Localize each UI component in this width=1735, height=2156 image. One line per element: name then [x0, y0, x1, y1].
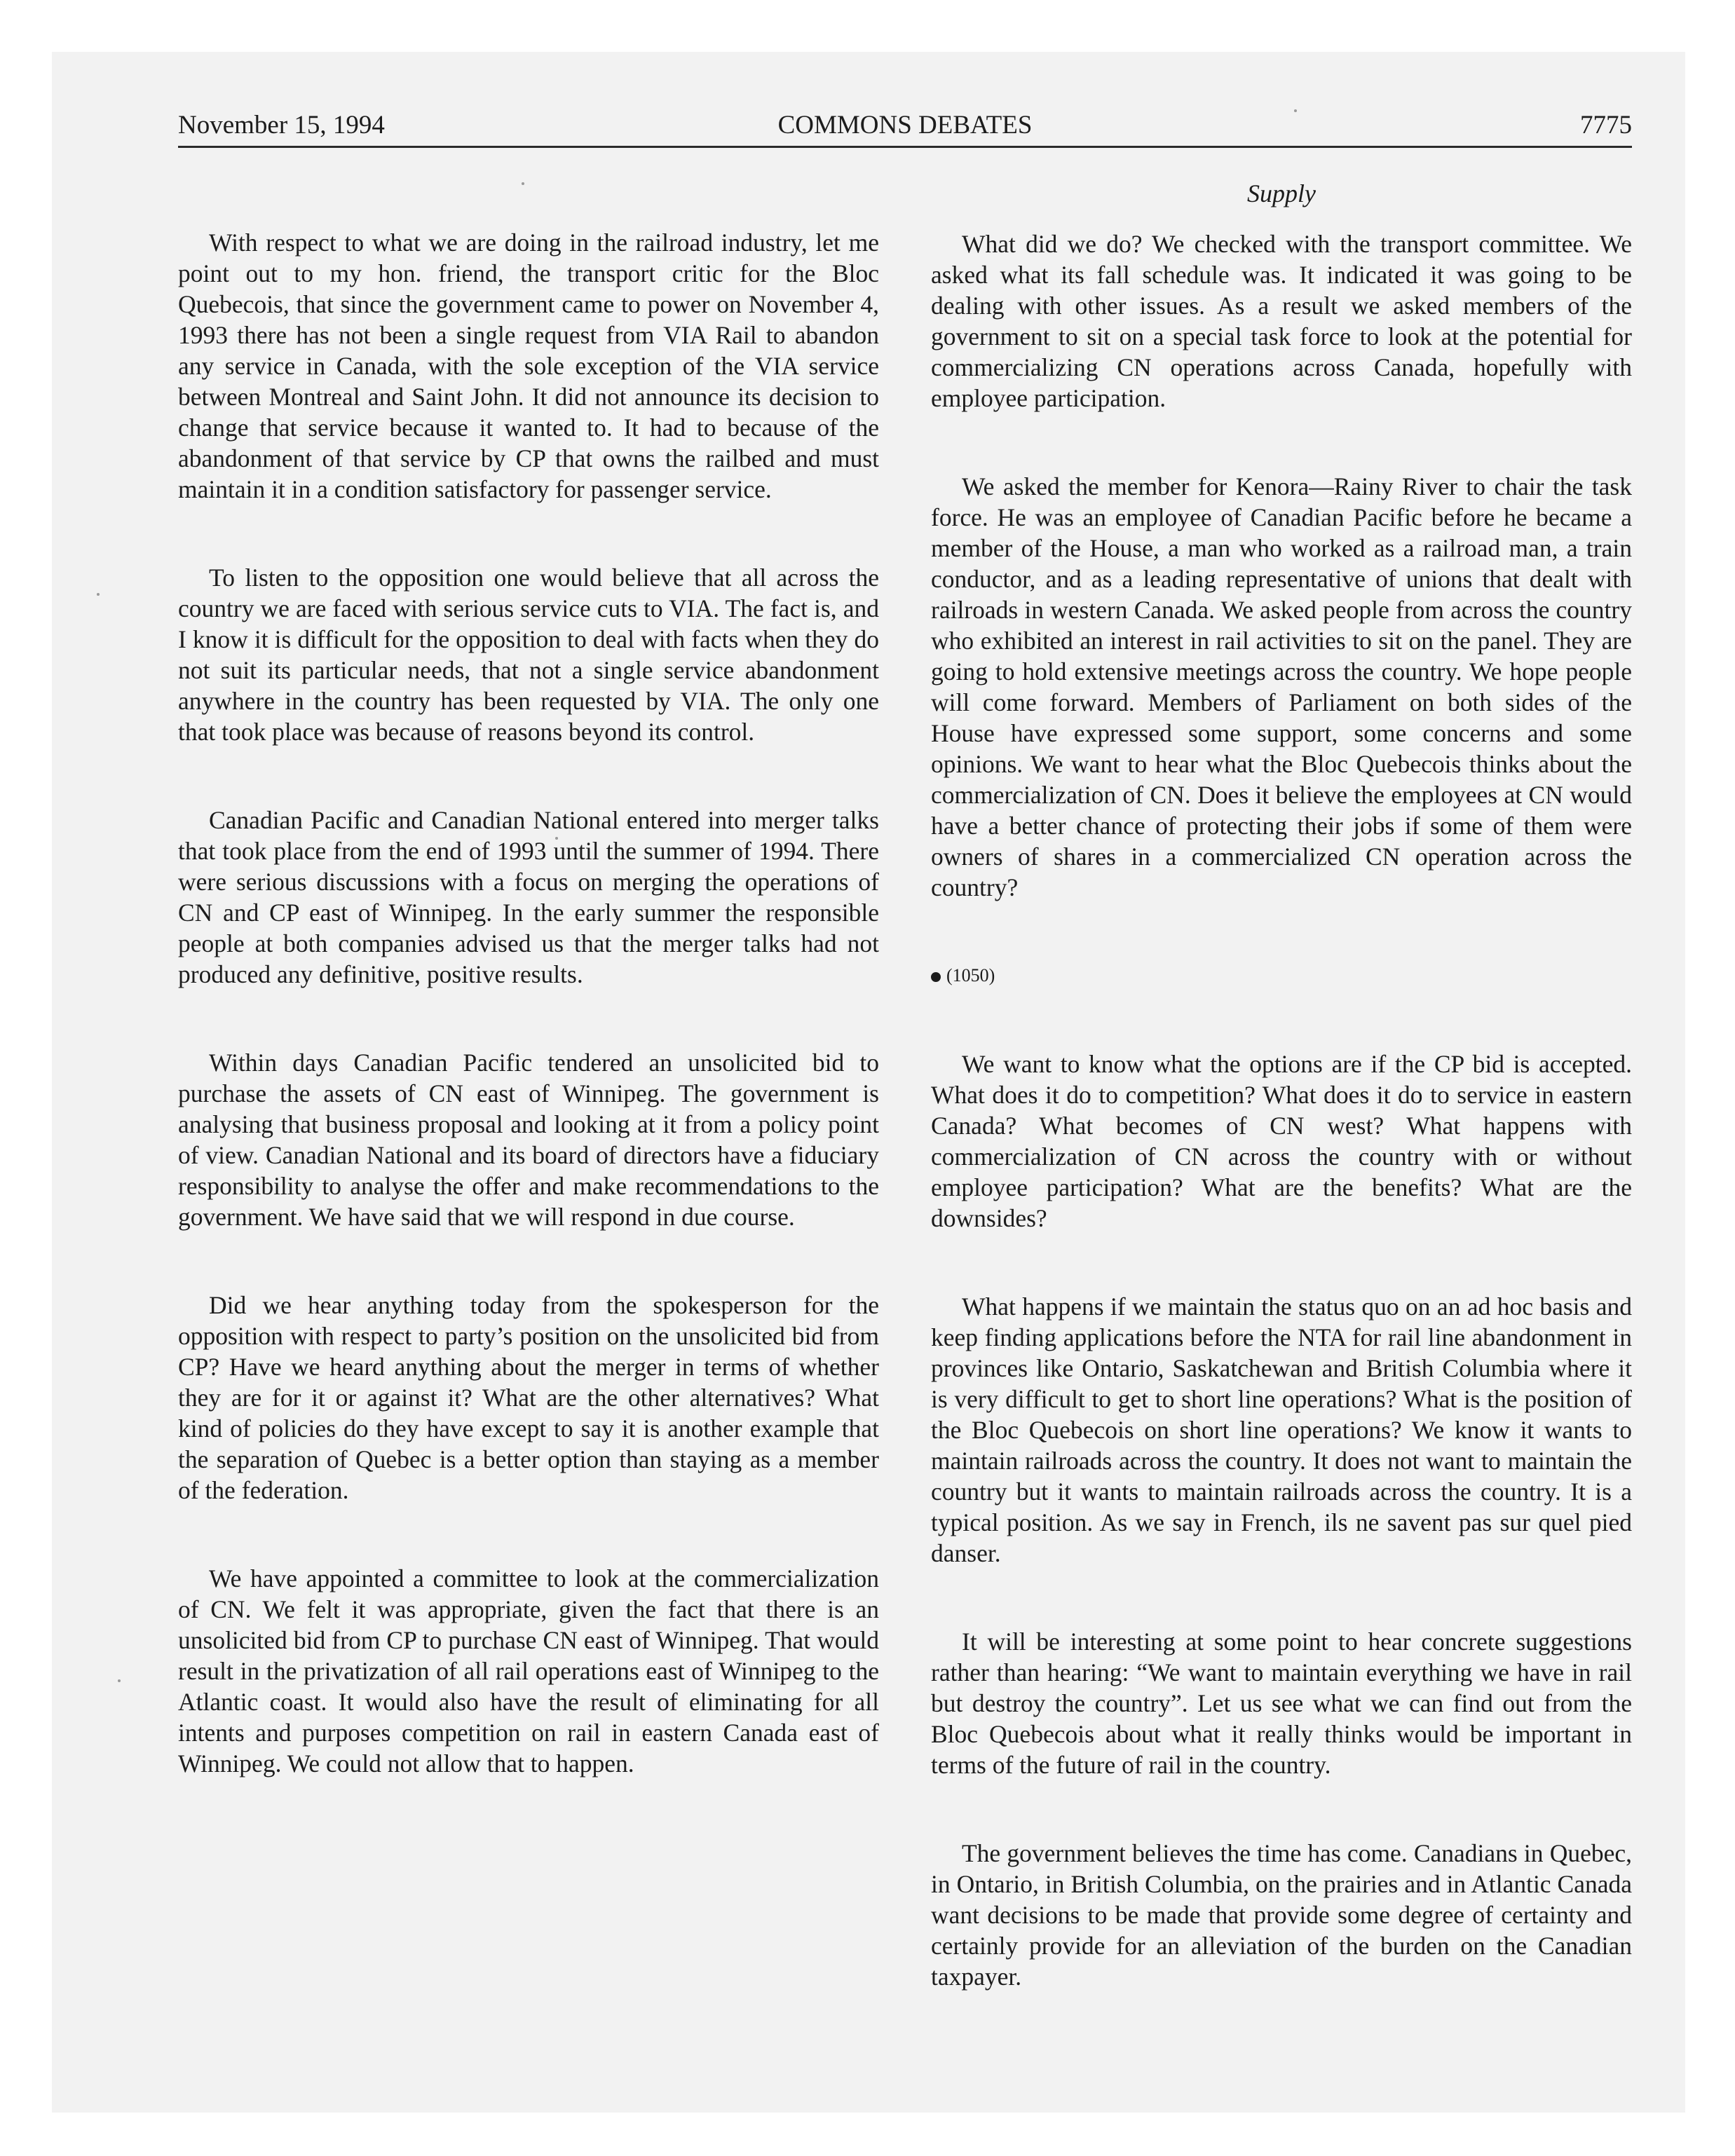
- header-title: COMMONS DEBATES: [777, 111, 1033, 139]
- bullet-icon: [931, 972, 941, 982]
- paragraph: Canadian Pacific and Canadian National entered into merger talks that took place from the end of 1993 until the summer of 1994. There were serious discussions with a focus on merging the operations of CN and CP east of Winnipeg. In the early summer the responsible people at both companies advised us that the merger talks had not produced any definitive, positive results.: [178, 806, 879, 988]
- paragraph: Did we hear anything today from the spokesperson for the opposition with respect to party’s position on the unsolicited bid from CP? Have we heard anything about the merger in terms of whether they are for it or against it? What are the other alternatives? What kind of policies do they have except to say it is another example that the separation of Quebec is a better option than staying as a member of the federation.: [178, 1291, 879, 1504]
- paragraph: We have appointed a committee to look at the commercialization of CN. We felt it was appropriate, given the fact that there is an unsolicited bid from CP to purchase CN east of Winnipeg. That would result in the privatization of all rail operations east of Winnipeg to the Atlantic coast. It would also have the result of eliminating for all intents and purposes competition on rail in eastern Canada east of Winnipeg. We could not allow that to happen.: [178, 1564, 879, 1778]
- paragraph: To listen to the opposition one would believe that all across the country we are faced with serious service cuts to VIA. The fact is, and I know it is difficult for the opposition to deal with facts when they do not suit its particular needs, that not a single service abandonment anywhere in the country has been requested by VIA. The only one that took place was because of reasons beyond its control.: [178, 564, 879, 746]
- left-column: [178, 227, 879, 1836]
- scan-speck: [522, 182, 524, 185]
- document-page: [178, 105, 1632, 1991]
- paragraph: The government believes the time has come. Canadians in Quebec, in Ontario, in British Columbia, on the prairies and in Atlantic Canada want decisions to be made that provide some degree of certainty and certainly provide for an alleviation of the burden on the Canadian taxpayer.: [931, 1839, 1632, 1991]
- header-rule: [178, 146, 1632, 148]
- running-header: [178, 105, 1632, 146]
- paragraph: Within days Canadian Pacific tendered an unsolicited bid to purchase the assets of CN east of Winnipeg. The government is analysing that business proposal and looking at it from a policy point of view. Canadian National and its board of directors have a fiduciary responsibility to analyse the offer and make recommendations to the government. We have said that we will respond in due course.: [178, 1049, 879, 1231]
- header-page-number: 7775: [1580, 111, 1632, 139]
- paragraph: What happens if we maintain the status quo on an ad hoc basis and keep finding applications before the NTA for rail line abandonment in provinces like Ontario, Saskatchewan and British Columbia where it is very difficult to get to short line operations? What is the position of the Bloc Quebecois on short line operations? We know it wants to maintain railroads across the country. It does not want to maintain the country but it wants to maintain railroads across the country. It is a typical position. As we say in French, ils ne savent pas sur quel pied danser.: [931, 1292, 1632, 1567]
- paragraph: We asked the member for Kenora—Rainy River to chair the task force. He was an employee of Canadian Pacific before he became a member of the House, a man who worked as a railroad man, a train conductor, and as a leading representative of unions that dealt with railroads in western Canada. We asked people from across the country who exhibited an interest in rail activities to sit on the panel. They are going to hold extensive meetings across the country. We hope people will come forward. Members of Parliament on both sides of the House have expressed some support, some concerns and some opinions. We want to hear what the Bloc Quebecois thinks about the commercialization of CN. Does it believe the employees at CN would have a better chance of protecting their jobs if some of them were owners of shares in a commercialized CN operation across the country?: [931, 472, 1632, 901]
- right-column: [931, 178, 1632, 2049]
- time-stamp-mark: [931, 960, 1632, 991]
- header-date: November 15, 1994: [178, 111, 385, 139]
- scan-speck: [97, 593, 100, 596]
- paragraph: We want to know what the options are if the CP bid is accepted. What does it do to competition? What does it do to service in eastern Canada? What becomes of CN west? What happens with commercialization of CN across the country with or without employee participation? What are the benefits? What are the downsides?: [931, 1050, 1632, 1232]
- scan-speck: [118, 1679, 121, 1682]
- paragraph: What did we do? We checked with the transport committee. We asked what its fall schedule was. It indicated it was going to be dealing with other issues. As a result we asked members of the government to sit on a special task force to look at the potential for commercializing CN operations across Canada, hopefully with employee participation.: [931, 230, 1632, 412]
- time-stamp: (1050): [946, 965, 995, 985]
- section-heading: Supply: [1247, 179, 1316, 207]
- paragraph: It will be interesting at some point to hear concrete suggestions rather than hearing: “We want to maintain everything we have in rail but destroy the country”. Let us see what we can find out from the Bloc Quebecois about what it really thinks would be important in terms of the future of rail in the country.: [931, 1628, 1632, 1779]
- paragraph: With respect to what we are doing in the railroad industry, let me point out to my hon. friend, the transport critic for the Bloc Quebecois, that since the government came to power on November 4, 1993 there has not been a single request from VIA Rail to abandon any service in Canada, with the sole exception of the VIA service between Montreal and Saint John. It did not announce its decision to change that service because it wanted to. It had to because of the abandonment of that service by CP that owns the railbed and must maintain it in a condition satisfactory for passenger service.: [178, 228, 879, 503]
